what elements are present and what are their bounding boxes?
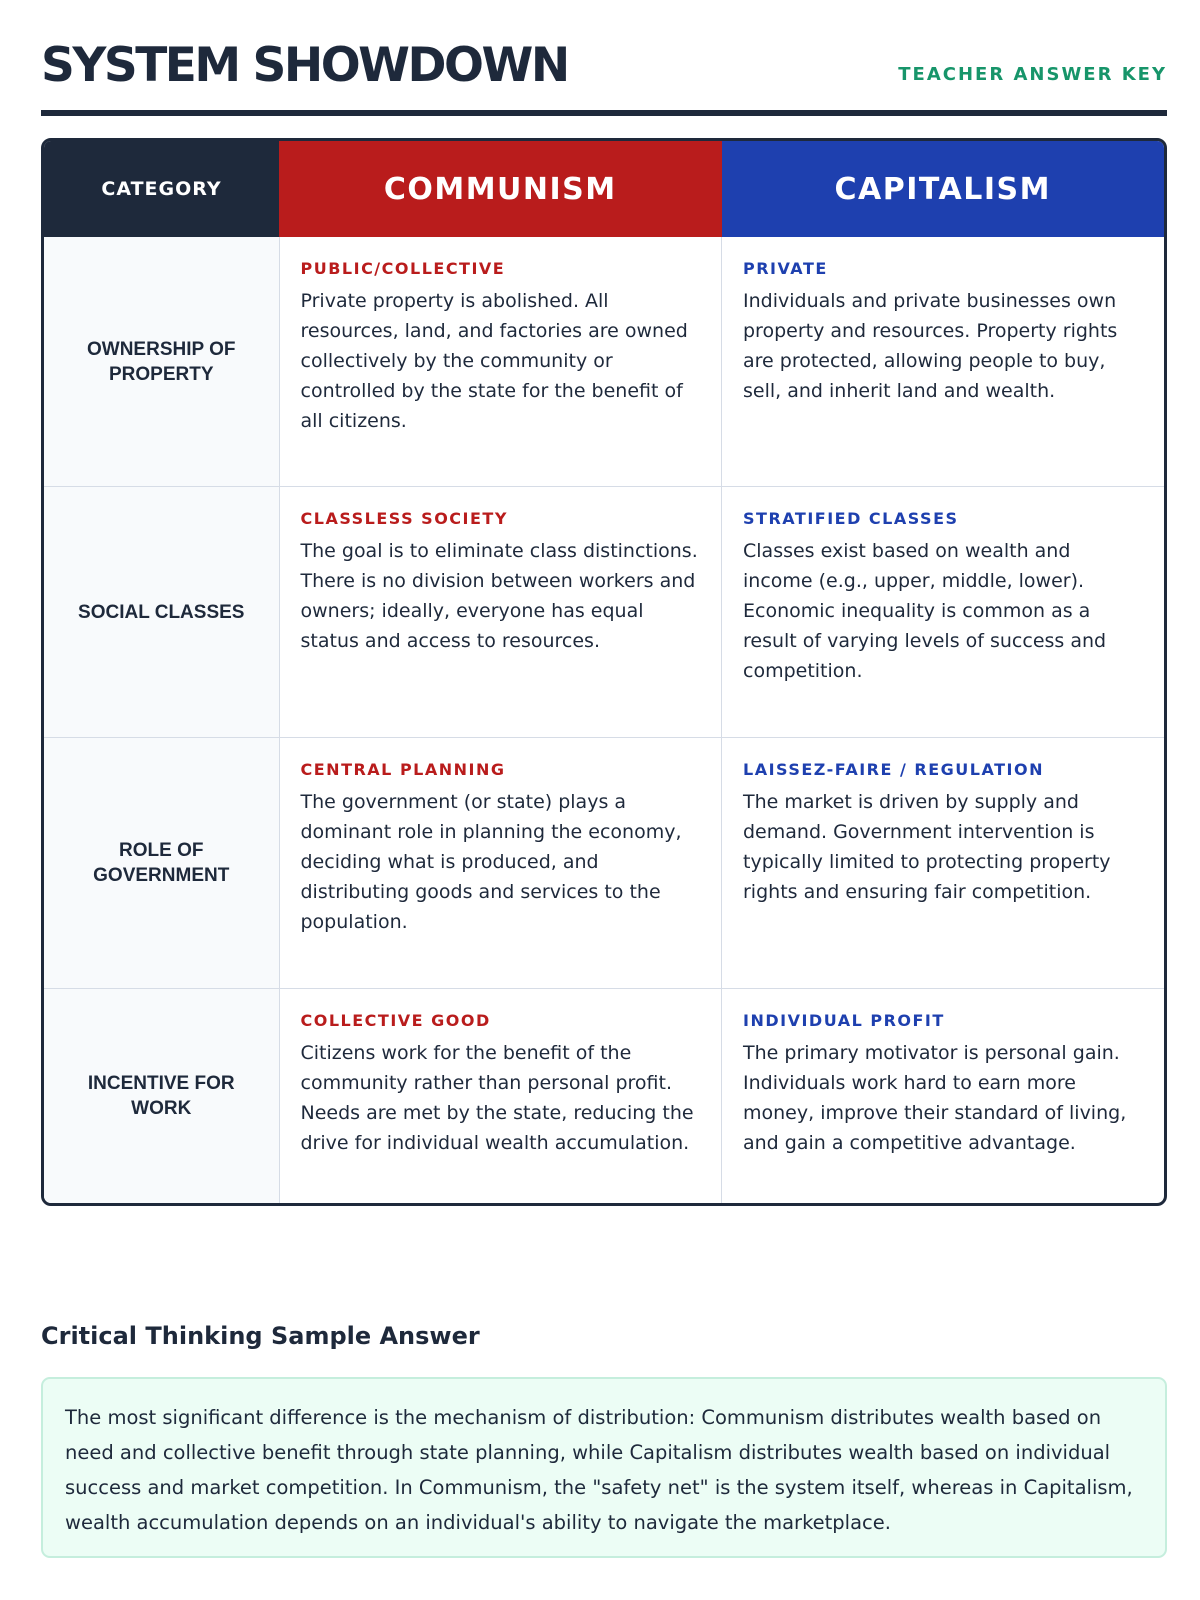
table-header-row	[44, 141, 1164, 237]
communism-term: CLASSLESS SOCIETY	[300, 509, 508, 529]
capitalism-cell	[722, 487, 1165, 738]
row-category: OWNERSHIP OF PROPERTY	[44, 237, 279, 487]
communism-cell	[279, 487, 722, 738]
answer-key-label: TEACHER ANSWER KEY	[898, 64, 1167, 85]
communism-description: Citizens work for the benefit of the community rather than personal profit. Needs are met by the state, reducing the drive for individual wealth accumulation.	[300, 1041, 694, 1154]
capitalism-term: LAISSEZ-FAIRE / REGULATION	[743, 760, 1044, 780]
header-category: CATEGORY	[44, 141, 279, 237]
capitalism-description: Individuals and private businesses own property and resources. Property rights are protected, allowing people to buy, sell, and inherit land and wealth.	[743, 290, 1118, 402]
capitalism-cell	[722, 988, 1165, 1203]
row-category: INCENTIVE FOR WORK	[44, 988, 279, 1203]
table-row	[44, 738, 1164, 989]
capitalism-description: The market is driven by supply and demand. Government intervention is typically limited to protecting property rights and ensuring fair competition.	[743, 791, 1111, 904]
table-row	[44, 487, 1164, 738]
table-row	[44, 988, 1164, 1203]
capitalism-cell	[722, 237, 1165, 487]
row-category: ROLE OF GOVERNMENT	[44, 738, 279, 989]
communism-cell	[279, 988, 722, 1203]
communism-term: CENTRAL PLANNING	[300, 760, 506, 780]
communism-term: COLLECTIVE GOOD	[300, 1010, 491, 1030]
capitalism-description: Classes exist based on wealth and income (e.g., upper, middle, lower). Economic inequality is common as a result of varying levels of success and competition.	[743, 540, 1107, 683]
communism-description: The goal is to eliminate class distinctions. There is no division between workers and owners; ideally, everyone has equal status and access to resources.	[300, 540, 698, 653]
communism-term: PUBLIC/COLLECTIVE	[300, 259, 506, 278]
capitalism-term: INDIVIDUAL PROFIT	[743, 1010, 945, 1030]
communism-description: Private property is abolished. All resources, land, and factories are owned collectively by the community or controlled by the state for the benefit of all citizens.	[300, 290, 688, 432]
communism-cell	[279, 738, 722, 989]
row-category: SOCIAL CLASSES	[44, 487, 279, 738]
communism-description: The government (or state) plays a dominant role in planning the economy, deciding what is produced, and distributing goods and services to the population.	[300, 791, 682, 934]
header-capitalism: CAPITALISM	[722, 141, 1165, 237]
critical-thinking-answer: The most significant difference is the mechanism of distribution: Communism distributes wealth based on need and collective benefit through state planning, while Capitalism distributes wealth based on individual success and market competition. In Communism, the "safety net" is the system itself, whereas in Capitalism, wealth accumulation depends on an individual's ability to navigate the marketplace.	[41, 1377, 1167, 1558]
capitalism-cell	[722, 738, 1165, 989]
table-row	[44, 237, 1164, 487]
capitalism-term: STRATIFIED CLASSES	[743, 509, 959, 529]
capitalism-description: The primary motivator is personal gain. Individuals work hard to earn more money, improve their standard of living, and gain a competitive advantage.	[743, 1041, 1127, 1154]
header-communism: COMMUNISM	[279, 141, 722, 237]
critical-thinking-title: Critical Thinking Sample Answer	[41, 1322, 480, 1350]
page-title: SYSTEM SHOWDOWN	[41, 38, 568, 93]
capitalism-term: PRIVATE	[743, 259, 828, 278]
communism-cell	[279, 237, 722, 487]
comparison-table	[41, 138, 1167, 1206]
page-header	[41, 36, 1167, 116]
